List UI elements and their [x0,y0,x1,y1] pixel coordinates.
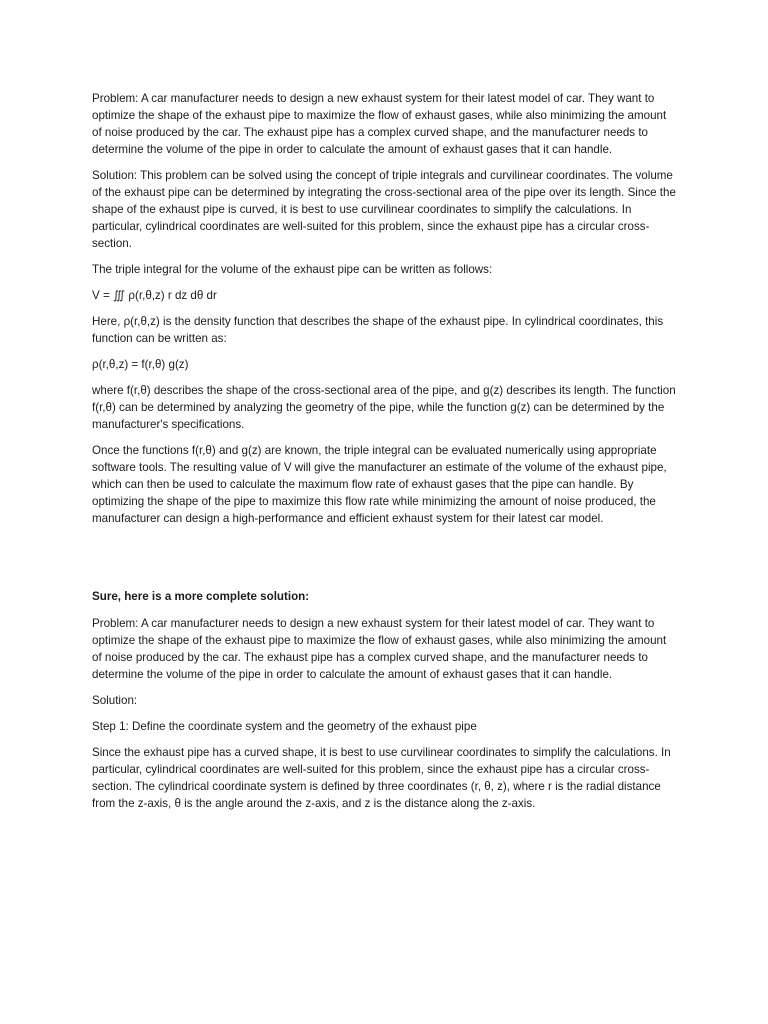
section-heading: Sure, here is a more complete solution: [92,590,310,603]
section-spacer [92,536,678,588]
triple-integral-intro: The triple integral for the volume of the exhaust pipe can be written as follows: [92,263,493,276]
step1-paragraph: Since the exhaust pipe has a curved shape, it is best to use curvilinear coordinates to simplify the calculations. In particular, cylindrical coordinates are well-suited for this problem, since the exhaust pipe has a circular cross-section. The cylindrical coordinate system is defined by three coordinates (r, θ, z), where r is the radial distance from the z-axis, θ is the angle around the z-axis, and z is the distance along the z-axis. [92,746,671,810]
solution-paragraph: Solution: This problem can be solved using the concept of triple integrals and curvilinear coordinates. The volume of the exhaust pipe can be determined by integrating the cross-sectional area of the pipe over its length. Since the shape of the exhaust pipe is curved, it is best to use curvilinear coordinates to simplify the calculations. In particular, cylindrical coordinates are well-suited for this problem, since the exhaust pipe has a circular cross-section. [92,169,676,250]
density-equation: ρ(r,θ,z) = f(r,θ) g(z) [92,358,189,371]
functions-paragraph: where f(r,θ) describes the shape of the cross-sectional area of the pipe, and g(z) describes its length. The function f(r,θ) can be determined by analyzing the geometry of the pipe, while the function g(z) can be determined by the manufacturer's specifications. [92,384,676,431]
problem-paragraph-2: Problem: A car manufacturer needs to design a new exhaust system for their latest model of car. They want to optimize the shape of the exhaust pipe to maximize the flow of exhaust gases, while also minimizing the amount of noise produced by the car. The exhaust pipe has a complex curved shape, and the manufacturer needs to determine the volume of the pipe in order to calculate the amount of exhaust gases that it can handle. [92,617,667,681]
volume-equation: V = ∭ ρ(r,θ,z) r dz dθ dr [92,289,217,302]
evaluation-paragraph: Once the functions f(r,θ) and g(z) are known, the triple integral can be evaluated numerically using appropriate software tools. The resulting value of V will give the manufacturer an estimate of the volume of the exhaust pipe, which can then be used to calculate the maximum flow rate of exhaust gases that the pipe can handle. By optimizing the shape of the pipe to maximize this flow rate while minimizing the amount of noise produced, the manufacturer can design a high-performance and efficient exhaust system for their latest car model. [92,444,667,525]
solution-label: Solution: [92,694,138,707]
density-function-paragraph: Here, ρ(r,θ,z) is the density function that describes the shape of the exhaust pipe. In cylindrical coordinates, this function can be written as: [92,315,664,345]
step1-title: Step 1: Define the coordinate system and the geometry of the exhaust pipe [92,720,477,733]
problem-paragraph: Problem: A car manufacturer needs to design a new exhaust system for their latest model of car. They want to optimize the shape of the exhaust pipe to maximize the flow of exhaust gases, while also minimizing the amount of noise produced by the car. The exhaust pipe has a complex curved shape, and the manufacturer needs to determine the volume of the pipe in order to calculate the amount of exhaust gases that it can handle. [92,92,667,156]
